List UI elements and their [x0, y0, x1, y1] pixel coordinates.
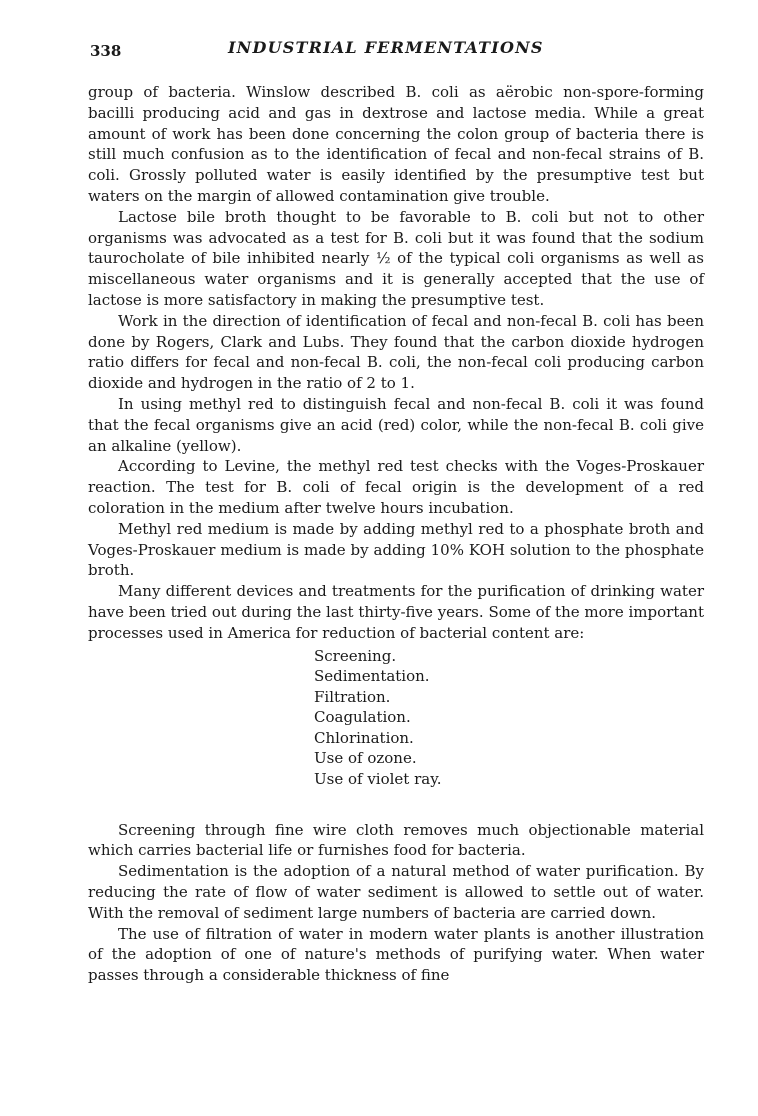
process-item: Screening. [314, 646, 397, 665]
paragraph-screening: Screening through fine wire cloth removes much objectionable material which carries bacterial life or furnishes food for bacteria. [88, 820, 704, 860]
book-page [88, 36, 704, 986]
section-spacer [88, 790, 704, 820]
paragraph-purification-devices: Many different devices and treatments for the purification of drinking water have been tried out during the last thirty-five years. Some of the more important processes used in America for reduction of bacterial content are: [88, 582, 704, 642]
process-item: Coagulation. [314, 708, 411, 727]
process-item: Sedimentation. [314, 667, 430, 686]
purification-process-list [314, 646, 704, 790]
paragraph-sedimentation: Sedimentation is the adoption of a natural method of water purification. By reducing the rate of flow of water sediment is allowed to settle out of water. With the removal of sediment large numbers of bacteria are carried down. [88, 862, 704, 922]
process-item: Filtration. [314, 687, 391, 706]
process-item: Use of ozone. [314, 749, 417, 768]
page-number: 338 [90, 42, 122, 60]
process-item: Chlorination. [314, 728, 414, 747]
process-item: Use of violet ray. [314, 770, 442, 789]
paragraph-levine: According to Levine, the methyl red test checks with the Voges-Proskauer reaction. The test for B. coli of fecal origin is the development of a red coloration in the medium after twelve hours incubation. [88, 457, 704, 517]
running-title: INDUSTRIAL FERMENTATIONS [228, 38, 544, 57]
paragraph-lactose-bile: Lactose bile broth thought to be favorable to B. coli but not to other organisms was advocated as a test for B. coli but it was found that the sodium taurocholate of bile inhibited nearly ½ of the typical coli organisms as well as miscellaneous water organisms and it is generally accepted that the use of lactose is more satisfactory in making the presumptive test. [88, 207, 704, 309]
paragraph-methyl-red: In using methyl red to distinguish fecal and non-fecal B. coli it was found that the fecal organisms give an acid (red) color, while the non-fecal B. coli give an alkaline (yellow). [88, 394, 704, 455]
paragraph-rogers-clark-lubs: Work in the direction of identification of fecal and non-fecal B. coli has been done by Rogers, Clark and Lubs. They found that the carbon dioxide hydrogen ratio differs for fecal and non-fecal B. coli, the non-fecal coli producing carbon dioxide and hydrogen in the ratio of 2 to 1. [88, 311, 704, 393]
paragraph-methyl-red-medium: Methyl red medium is made by adding methyl red to a phosphate broth and Voges-Proskauer medium is made by adding 10% KOH solution to the phosphate broth. [88, 519, 704, 580]
paragraph-winslow: group of bacteria. Winslow described B. coli as aërobic non-spore-forming bacilli producing acid and gas in dextrose and lactose media. While a great amount of work has been done concerning the colon group of bacteria there is still much confusion as to the identification of fecal and non-fecal strains of B. coli. Grossly polluted water is easily identified by the presumptive test but waters on the margin of allowed contamination give trouble. [88, 83, 704, 205]
paragraph-filtration: The use of filtration of water in modern water plants is another illustration of the adoption of one of nature's methods of purifying water. When water passes through a considerable thickness of fine [88, 924, 704, 985]
body-text [88, 82, 704, 986]
page-header [88, 36, 704, 62]
